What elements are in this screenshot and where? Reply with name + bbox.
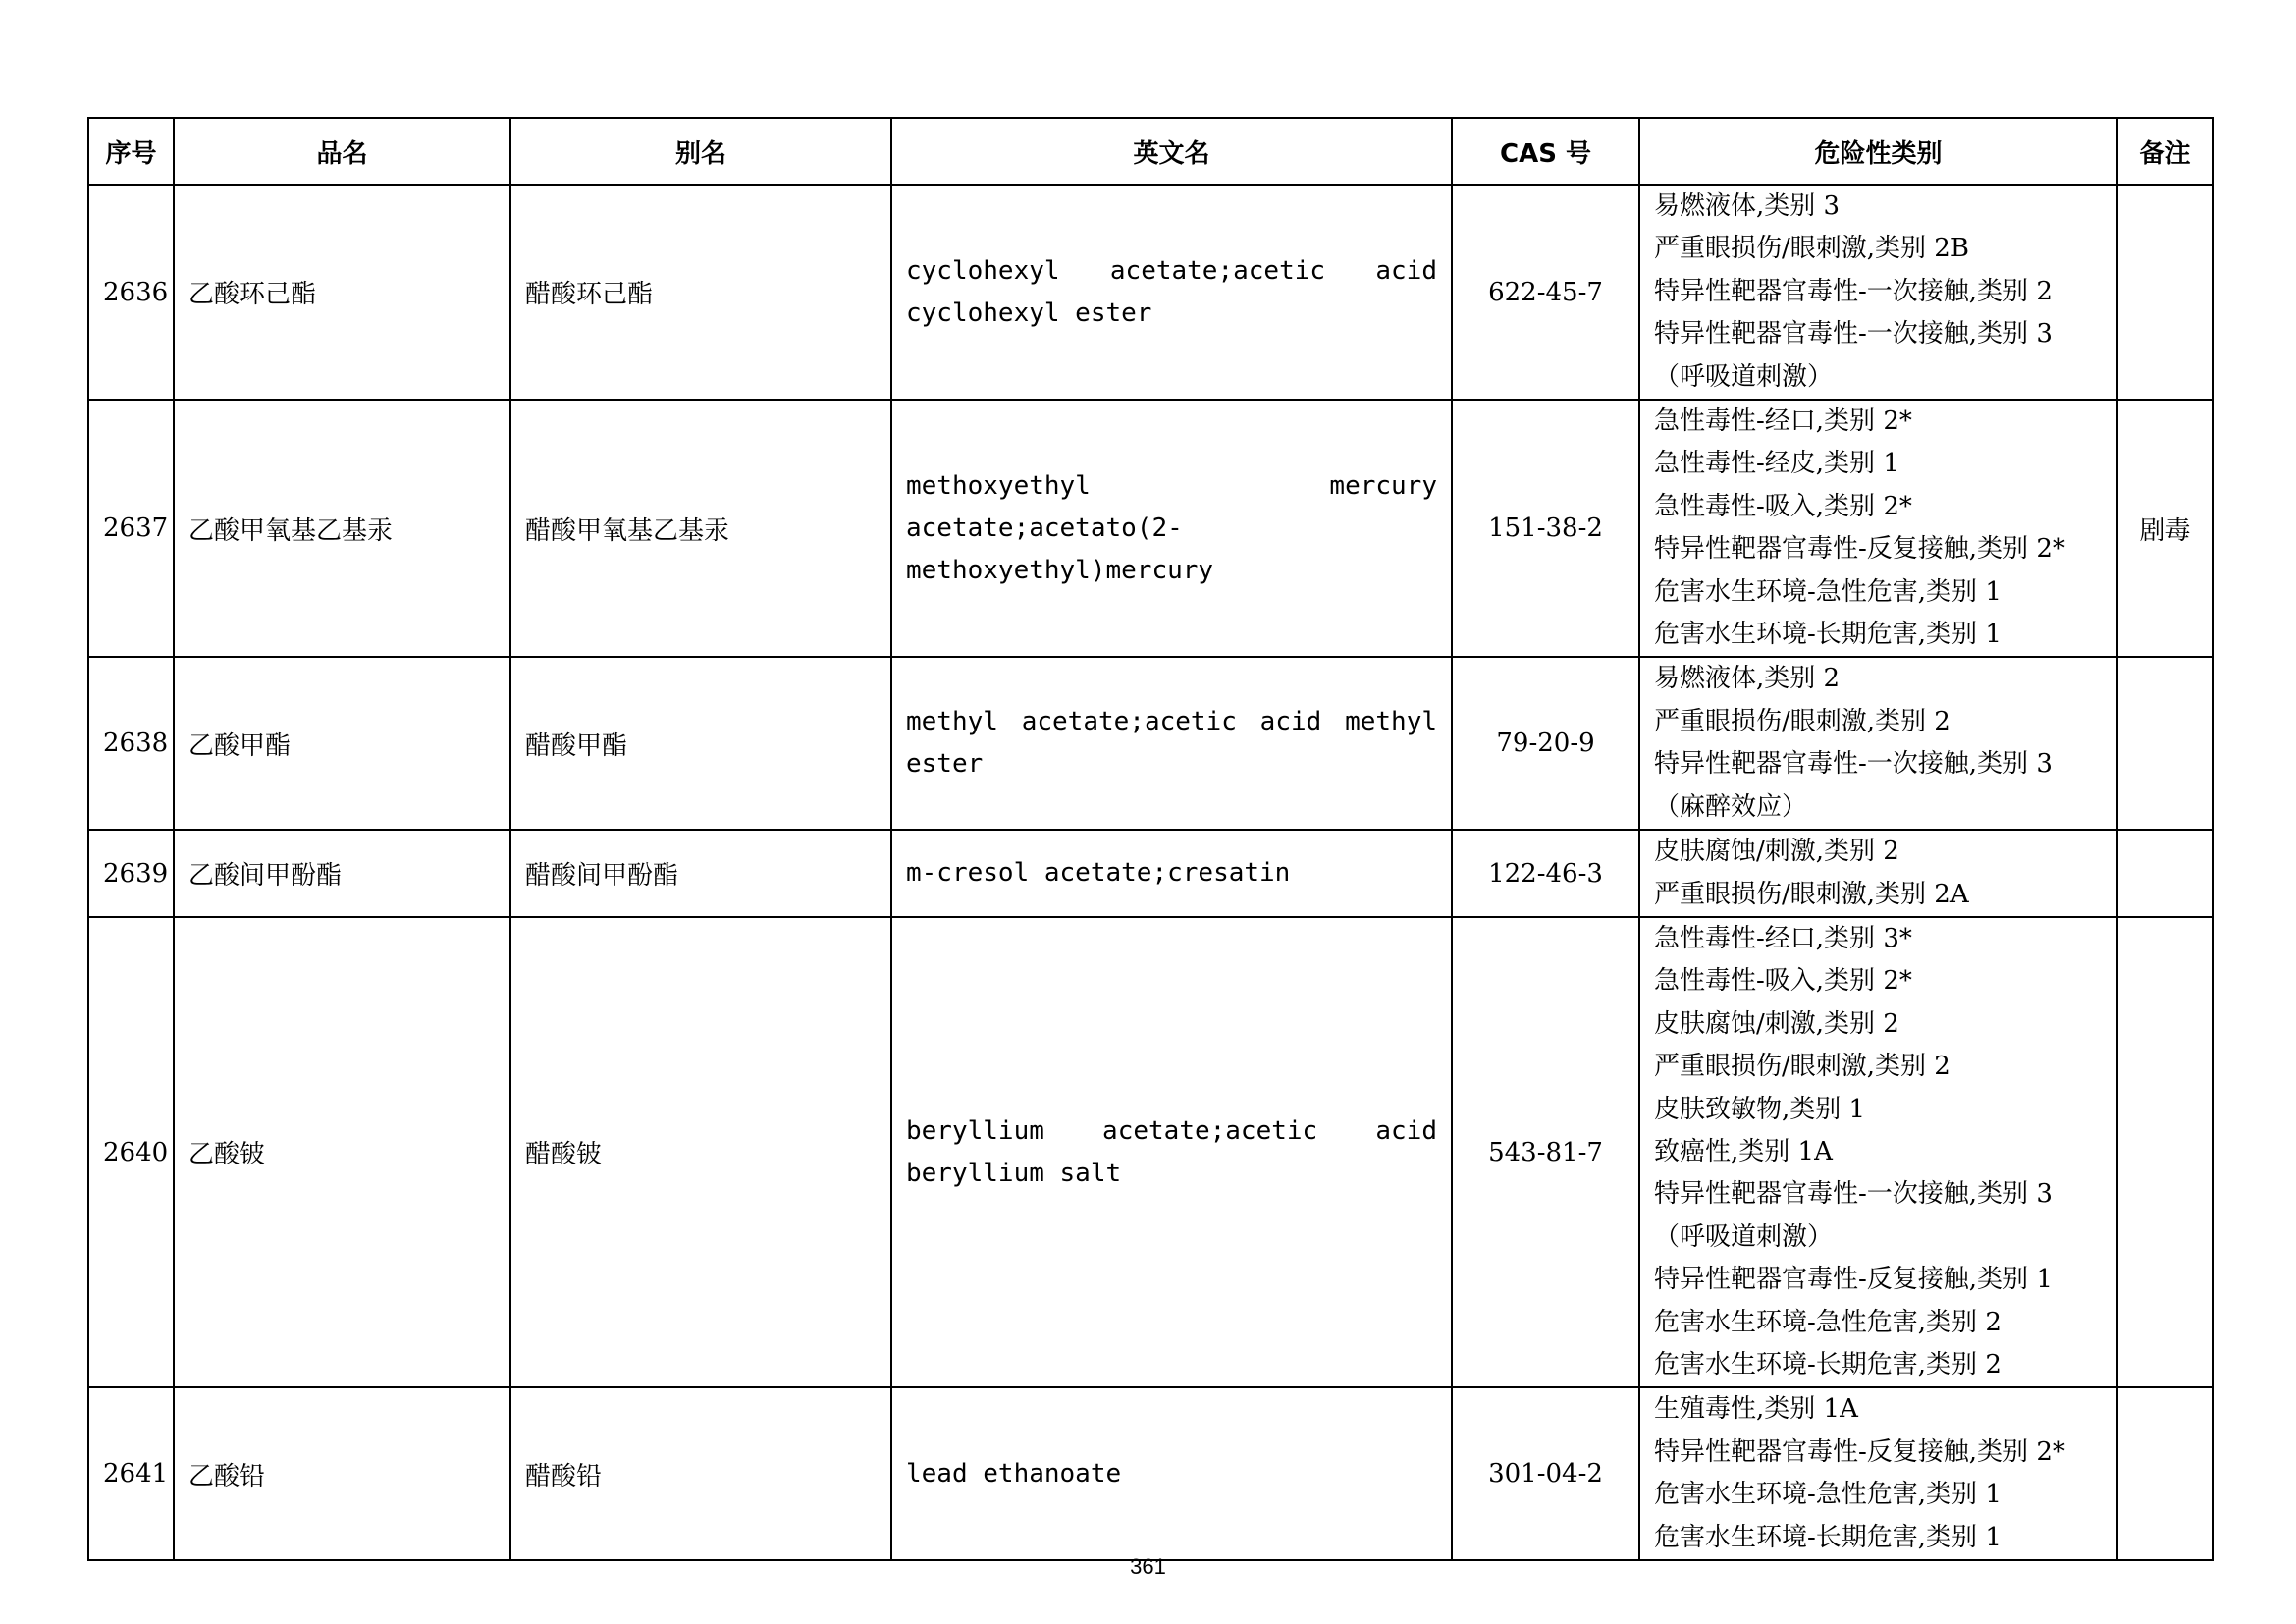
cell-english-name: beryllium acetate;acetic acid beryllium salt — [891, 917, 1452, 1387]
table-header-row — [88, 118, 2213, 185]
hazard-line: 急性毒性-经皮,类别 1 — [1654, 449, 1899, 479]
cell-alias: 醋酸甲酯 — [510, 657, 891, 830]
cell-english-name: methoxyethyl mercury acetate;acetato(2-methoxyethyl)mercury — [891, 400, 1452, 657]
table-row — [88, 1387, 2213, 1560]
cell-product-name: 乙酸铅 — [174, 1387, 510, 1560]
hazard-line: 急性毒性-经口,类别 3* — [1654, 923, 1912, 953]
cell-serial-number: 2640 — [88, 917, 174, 1387]
cell-english-name: methyl acetate;acetic acid methyl ester — [891, 657, 1452, 830]
cell-remarks: 剧毒 — [2117, 400, 2213, 657]
header-english-name: 英文名 — [891, 118, 1452, 185]
cell-alias: 醋酸铍 — [510, 917, 891, 1387]
hazard-line: 危害水生环境-急性危害,类别 2 — [1654, 1307, 2002, 1337]
hazard-line: 致癌性,类别 1A — [1654, 1136, 1833, 1166]
cell-remarks — [2117, 1387, 2213, 1560]
hazard-line: 严重眼损伤/眼刺激,类别 2 — [1654, 1052, 1950, 1082]
cell-product-name: 乙酸铍 — [174, 917, 510, 1387]
hazard-line: 生殖毒性,类别 1A — [1654, 1394, 1858, 1425]
hazard-line: 特异性靶器官毒性-一次接触,类别 2 — [1654, 276, 2053, 306]
page-number: 361 — [1130, 1554, 1166, 1579]
cell-cas-number: 301-04-2 — [1452, 1387, 1639, 1560]
cell-english-name: lead ethanoate — [891, 1387, 1452, 1560]
hazard-line: 特异性靶器官毒性-一次接触,类别 3 — [1654, 749, 2053, 780]
cell-alias: 醋酸间甲酚酯 — [510, 830, 891, 917]
hazard-line: 急性毒性-经口,类别 2* — [1654, 406, 1912, 437]
hazard-line: 严重眼损伤/眼刺激,类别 2 — [1654, 706, 1950, 736]
hazard-line: 易燃液体,类别 3 — [1654, 191, 1841, 221]
header-remarks: 备注 — [2117, 118, 2213, 185]
cell-remarks — [2117, 657, 2213, 830]
cell-hazard-category — [1639, 917, 2117, 1387]
cell-alias: 醋酸甲氧基乙基汞 — [510, 400, 891, 657]
hazard-line: 皮肤腐蚀/刺激,类别 2 — [1654, 837, 1899, 867]
cell-english-name: cyclohexyl acetate;acetic acid cyclohexyl ester — [891, 185, 1452, 400]
header-product-name: 品名 — [174, 118, 510, 185]
table-row — [88, 830, 2213, 917]
cell-product-name: 乙酸甲酯 — [174, 657, 510, 830]
cell-remarks — [2117, 917, 2213, 1387]
hazard-line: 危害水生环境-急性危害,类别 1 — [1654, 1480, 2002, 1510]
cell-product-name: 乙酸间甲酚酯 — [174, 830, 510, 917]
cell-hazard-category — [1639, 657, 2117, 830]
hazard-line: 特异性靶器官毒性-反复接触,类别 1 — [1654, 1265, 2053, 1295]
hazard-line: （麻醉效应） — [1654, 791, 1808, 822]
cell-alias: 醋酸环己酯 — [510, 185, 891, 400]
hazard-line: 急性毒性-吸入,类别 2* — [1654, 966, 1912, 997]
hazard-line: 严重眼损伤/眼刺激,类别 2A — [1654, 879, 1969, 909]
cell-hazard-category — [1639, 400, 2117, 657]
cell-serial-number: 2641 — [88, 1387, 174, 1560]
hazard-line: （呼吸道刺激） — [1654, 1221, 1834, 1252]
hazard-line: 急性毒性-吸入,类别 2* — [1654, 491, 1912, 521]
cell-hazard-category — [1639, 1387, 2117, 1560]
cell-cas-number: 122-46-3 — [1452, 830, 1639, 917]
cell-product-name: 乙酸甲氧基乙基汞 — [174, 400, 510, 657]
hazard-line: 易燃液体,类别 2 — [1654, 664, 1841, 694]
cell-english-name: m-cresol acetate;cresatin — [891, 830, 1452, 917]
header-serial-number: 序号 — [88, 118, 174, 185]
header-alias: 别名 — [510, 118, 891, 185]
cell-cas-number: 622-45-7 — [1452, 185, 1639, 400]
hazard-line: 特异性靶器官毒性-一次接触,类别 3 — [1654, 319, 2053, 350]
hazard-line: 危害水生环境-长期危害,类别 1 — [1654, 620, 2002, 650]
hazard-line: （呼吸道刺激） — [1654, 361, 1834, 392]
hazard-line: 危害水生环境-急性危害,类别 1 — [1654, 576, 2002, 607]
hazard-line: 严重眼损伤/眼刺激,类别 2B — [1654, 234, 1969, 264]
table-body — [88, 185, 2213, 1560]
cell-product-name: 乙酸环己酯 — [174, 185, 510, 400]
cell-hazard-category — [1639, 830, 2117, 917]
cell-serial-number: 2639 — [88, 830, 174, 917]
cell-cas-number: 79-20-9 — [1452, 657, 1639, 830]
hazard-line: 皮肤腐蚀/刺激,类别 2 — [1654, 1008, 1899, 1039]
hazardous-chemicals-table — [87, 117, 2214, 1561]
table-row — [88, 657, 2213, 830]
hazard-line: 特异性靶器官毒性-反复接触,类别 2* — [1654, 534, 2065, 565]
table-row — [88, 400, 2213, 657]
cell-hazard-category — [1639, 185, 2117, 400]
hazard-line: 危害水生环境-长期危害,类别 1 — [1654, 1522, 2002, 1552]
hazard-line: 危害水生环境-长期危害,类别 2 — [1654, 1349, 2002, 1380]
header-hazard-category: 危险性类别 — [1639, 118, 2117, 185]
cell-alias: 醋酸铅 — [510, 1387, 891, 1560]
table-row — [88, 185, 2213, 400]
cell-cas-number: 543-81-7 — [1452, 917, 1639, 1387]
table-row — [88, 917, 2213, 1387]
cell-remarks — [2117, 185, 2213, 400]
cell-serial-number: 2637 — [88, 400, 174, 657]
cell-serial-number: 2638 — [88, 657, 174, 830]
cell-remarks — [2117, 830, 2213, 917]
cell-cas-number: 151-38-2 — [1452, 400, 1639, 657]
header-cas-number: CAS 号 — [1452, 118, 1639, 185]
cell-serial-number: 2636 — [88, 185, 174, 400]
hazard-line: 特异性靶器官毒性-一次接触,类别 3 — [1654, 1179, 2053, 1210]
hazard-line: 皮肤致敏物,类别 1 — [1654, 1094, 1866, 1124]
hazard-line: 特异性靶器官毒性-反复接触,类别 2* — [1654, 1436, 2065, 1467]
